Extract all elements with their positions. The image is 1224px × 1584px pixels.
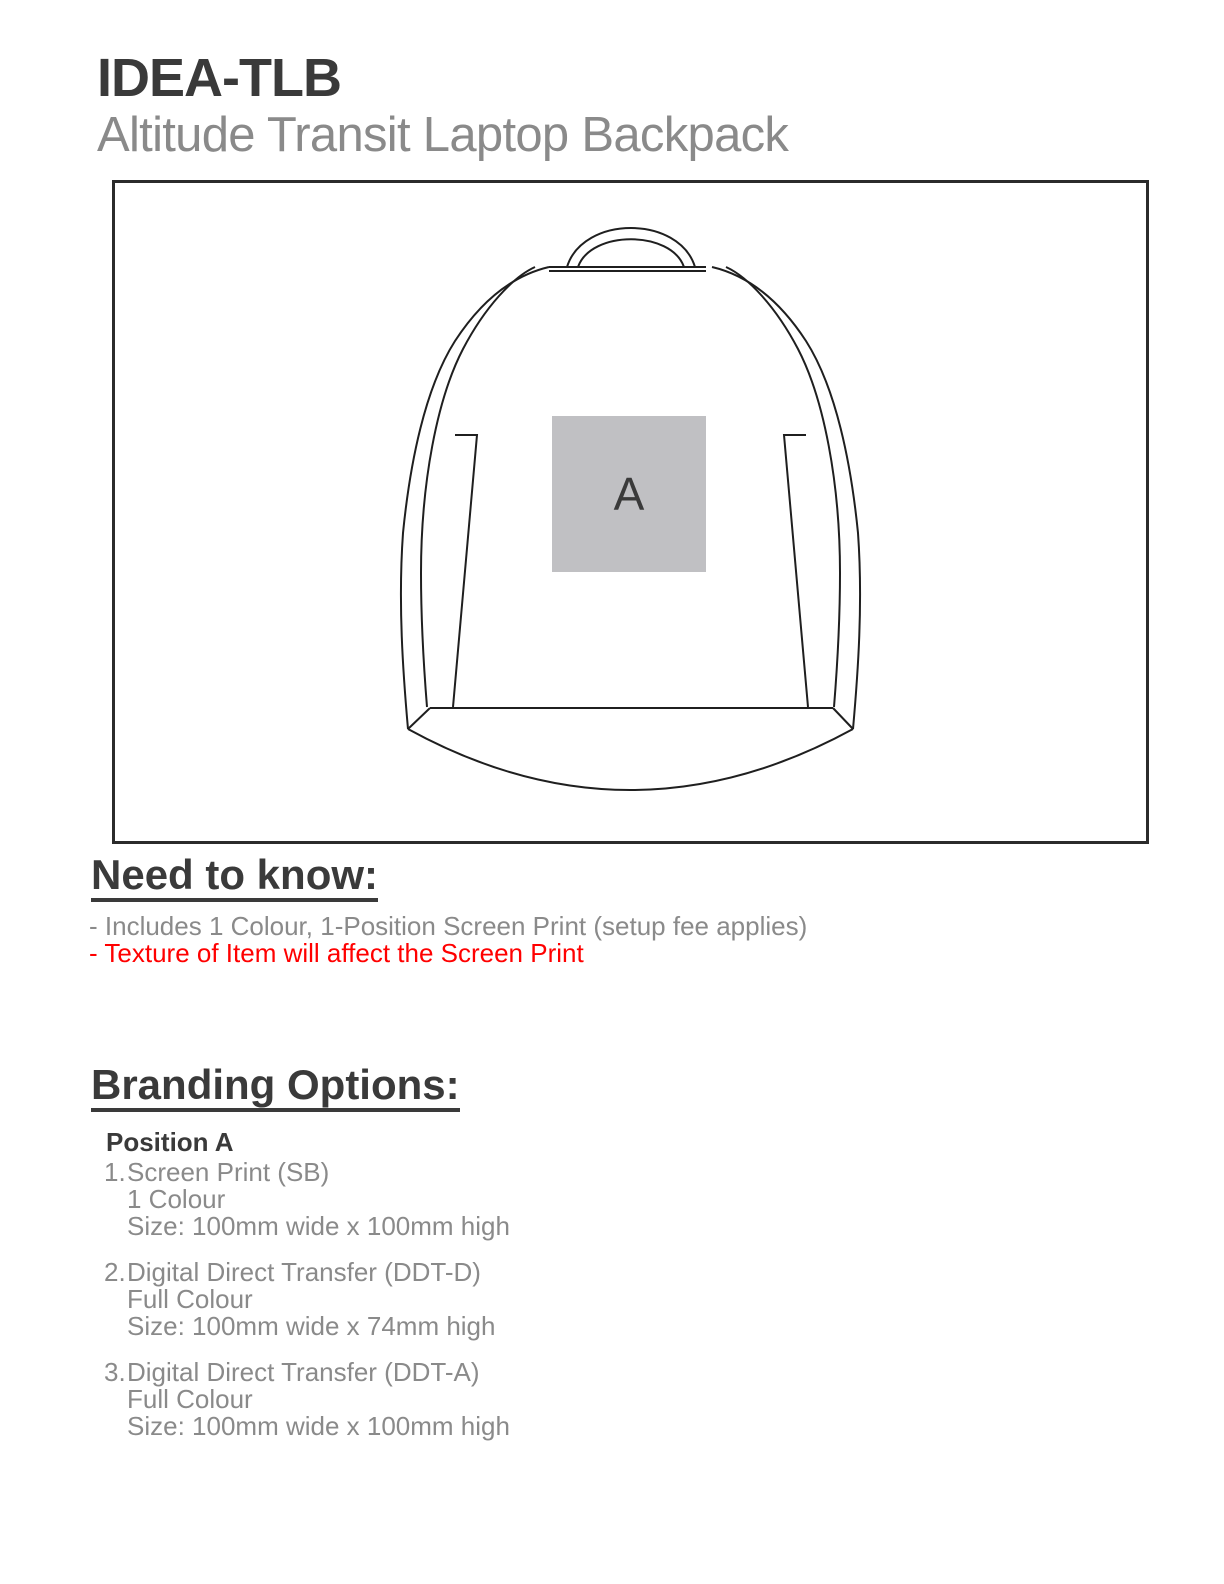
product-name-subtitle: Altitude Transit Laptop Backpack: [97, 108, 789, 162]
backpack-line-drawing: [115, 183, 1146, 841]
branding-options-heading: Branding Options:: [91, 1064, 460, 1112]
method-number: 2.: [104, 1257, 126, 1287]
position-a-heading: Position A: [106, 1127, 234, 1157]
method-size: Size: 100mm wide x 74mm high: [127, 1311, 496, 1341]
product-image-frame: [112, 180, 1149, 844]
note-texture-warning: - Texture of Item will affect the Screen Print: [89, 938, 584, 968]
side-seam-left: [421, 267, 535, 707]
top-edge-lines: [549, 267, 706, 271]
branding-method-item: [104, 1159, 510, 1240]
method-name: Screen Print (SB): [127, 1157, 330, 1187]
branding-method-item: [104, 1359, 510, 1440]
branding-methods-list: [104, 1159, 510, 1459]
shoulder-strap-right: [784, 435, 808, 707]
method-details: [127, 1159, 510, 1240]
branding-method-item: [104, 1259, 510, 1340]
method-colour: Full Colour: [127, 1284, 253, 1314]
need-to-know-heading: Need to know:: [91, 854, 378, 902]
print-position-label: A: [613, 468, 645, 520]
method-colour: 1 Colour: [127, 1184, 226, 1214]
shoulder-strap-left: [453, 435, 477, 707]
method-details: [127, 1259, 495, 1340]
method-size: Size: 100mm wide x 100mm high: [127, 1411, 510, 1441]
side-seam-right: [726, 267, 840, 707]
method-size: Size: 100mm wide x 100mm high: [127, 1211, 510, 1241]
method-name: Digital Direct Transfer (DDT-A): [127, 1357, 480, 1387]
method-number: 1.: [104, 1157, 126, 1187]
note-setup-fee: - Includes 1 Colour, 1-Position Screen Print (setup fee applies): [89, 911, 808, 941]
method-colour: Full Colour: [127, 1384, 253, 1414]
base-corner-joins: [408, 708, 853, 729]
handle-outer-arc: [567, 228, 695, 267]
product-code-title: IDEA-TLB: [97, 48, 341, 108]
need-to-know-notes: [89, 913, 807, 967]
method-number: 3.: [104, 1357, 126, 1387]
method-name: Digital Direct Transfer (DDT-D): [127, 1257, 481, 1287]
method-details: [127, 1359, 510, 1440]
base-bottom-curve: [408, 729, 853, 790]
handle-inner-arc: [578, 239, 684, 267]
